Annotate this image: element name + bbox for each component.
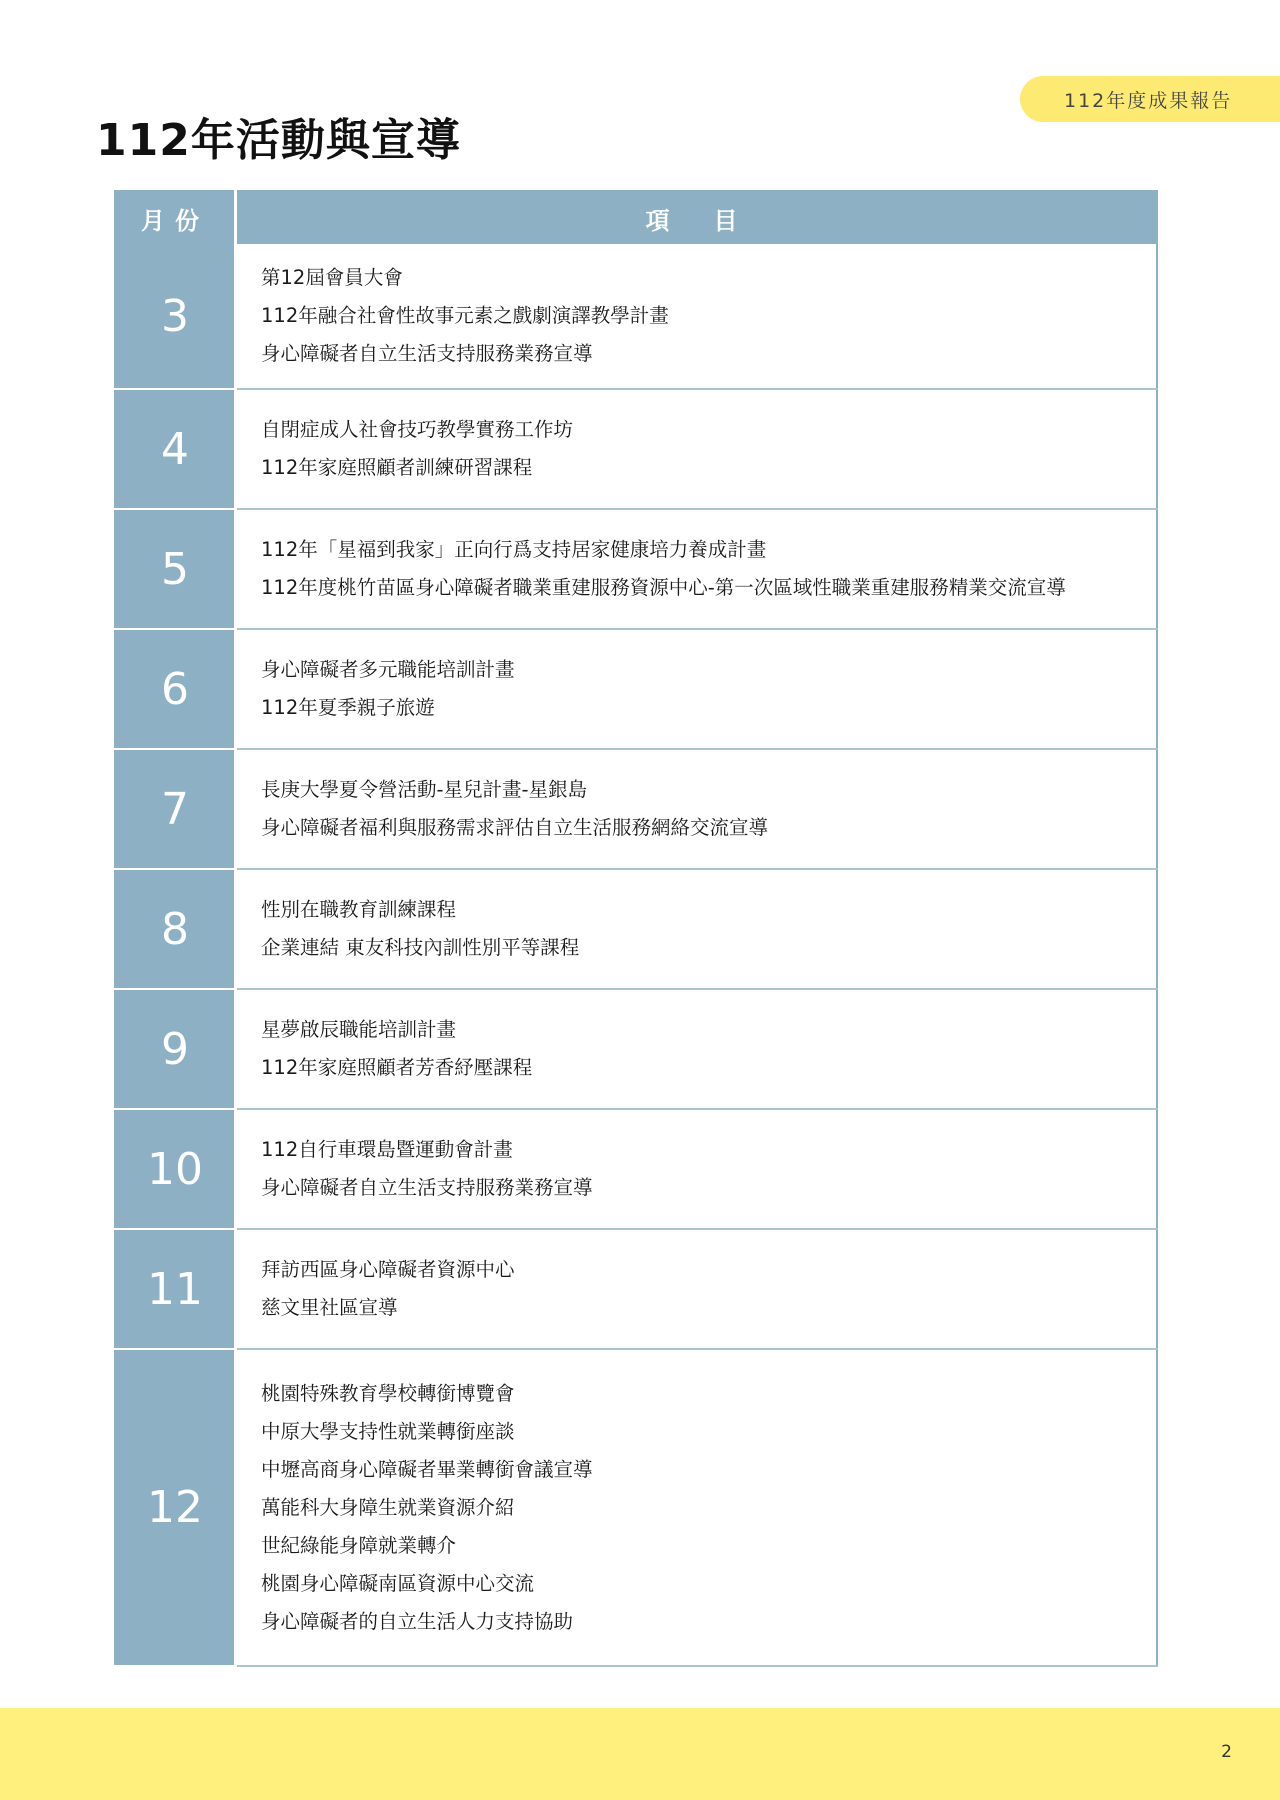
page-title: 112年活動與宣導 [96,115,461,166]
page-number: 2 [1221,1742,1232,1762]
month-cell: 6 [115,629,236,749]
list-item: 性別在職教育訓練課程 [261,898,457,921]
list-item: 112自行車環島暨運動會計畫 [261,1138,513,1161]
item-list [261,1131,1132,1207]
items-column-header: 項 目 [236,191,1158,244]
list-item: 長庚大學夏令營活動-星兒計畫-星銀島 [261,778,588,801]
footer-band [0,1708,1280,1800]
list-item: 112年夏季親子旅遊 [261,696,435,719]
table-row [115,1229,1157,1349]
report-badge: 112年度成果報告 [1020,76,1280,122]
list-item: 112年融合社會性故事元素之戲劇演譯教學計畫 [261,304,669,327]
list-item: 身心障礙者多元職能培訓計畫 [261,658,515,681]
list-item: 拜訪西區身心障礙者資源中心 [261,1258,515,1281]
list-item: 112年度桃竹苗區身心障礙者職業重建服務資源中心-第一次區域性職業重建服務精業交流宣導 [261,576,1066,599]
item-list [261,411,1132,487]
list-item: 第12屆會員大會 [261,266,403,289]
items-cell [236,1349,1158,1666]
list-item: 中原大學支持性就業轉銜座談 [261,1419,515,1443]
month-column-header: 月份 [115,191,236,244]
list-item: 企業連結 東友科技內訓性別平等課程 [261,936,580,959]
item-list [261,1011,1132,1087]
month-cell: 11 [115,1229,236,1349]
table-row [115,749,1157,869]
table-header-row [115,191,1157,244]
table-row [115,989,1157,1109]
item-list [261,771,1132,847]
items-cell [236,1229,1158,1349]
table-row [115,1109,1157,1229]
items-cell [236,749,1158,869]
month-cell: 10 [115,1109,236,1229]
list-item: 慈文里社區宣導 [261,1296,398,1319]
month-cell: 9 [115,989,236,1109]
table-row [115,629,1157,749]
items-cell [236,1109,1158,1229]
month-cell: 5 [115,509,236,629]
month-cell: 12 [115,1349,236,1666]
item-list [261,1251,1132,1327]
item-list [261,891,1132,967]
list-item: 世紀綠能身障就業轉介 [261,1533,457,1557]
list-item: 身心障礙者自立生活支持服務業務宣導 [261,1176,593,1199]
item-list [261,1375,1132,1641]
table-row [115,244,1157,389]
table-row [115,869,1157,989]
month-cell: 7 [115,749,236,869]
month-cell: 4 [115,389,236,509]
list-item: 112年家庭照顧者芳香紓壓課程 [261,1056,533,1079]
items-cell [236,244,1158,389]
list-item: 萬能科大身障生就業資源介紹 [261,1495,515,1519]
table-row [115,509,1157,629]
list-item: 桃園特殊教育學校轉銜博覽會 [261,1381,515,1405]
list-item: 112年家庭照顧者訓練研習課程 [261,456,533,479]
item-list [261,259,1132,373]
items-cell [236,509,1158,629]
list-item: 中壢高商身心障礙者畢業轉銜會議宣導 [261,1457,593,1481]
items-cell [236,389,1158,509]
list-item: 身心障礙者的自立生活人力支持協助 [261,1609,574,1633]
activity-table [114,190,1158,1667]
item-list [261,651,1132,727]
list-item: 桃園身心障礙南區資源中心交流 [261,1571,535,1595]
table-row [115,1349,1157,1666]
table-row [115,389,1157,509]
list-item: 星夢啟辰職能培訓計畫 [261,1018,457,1041]
list-item: 112年「星福到我家」正向行爲支持居家健康培力養成計畫 [261,538,767,561]
items-cell [236,989,1158,1109]
month-cell: 8 [115,869,236,989]
list-item: 身心障礙者福利與服務需求評估自立生活服務網絡交流宣導 [261,816,769,839]
table-body [115,244,1157,1666]
list-item: 自閉症成人社會技巧教學實務工作坊 [261,418,574,441]
items-cell [236,869,1158,989]
item-list [261,531,1132,607]
month-cell: 3 [115,244,236,389]
list-item: 身心障礙者自立生活支持服務業務宣導 [261,342,593,365]
items-cell [236,629,1158,749]
